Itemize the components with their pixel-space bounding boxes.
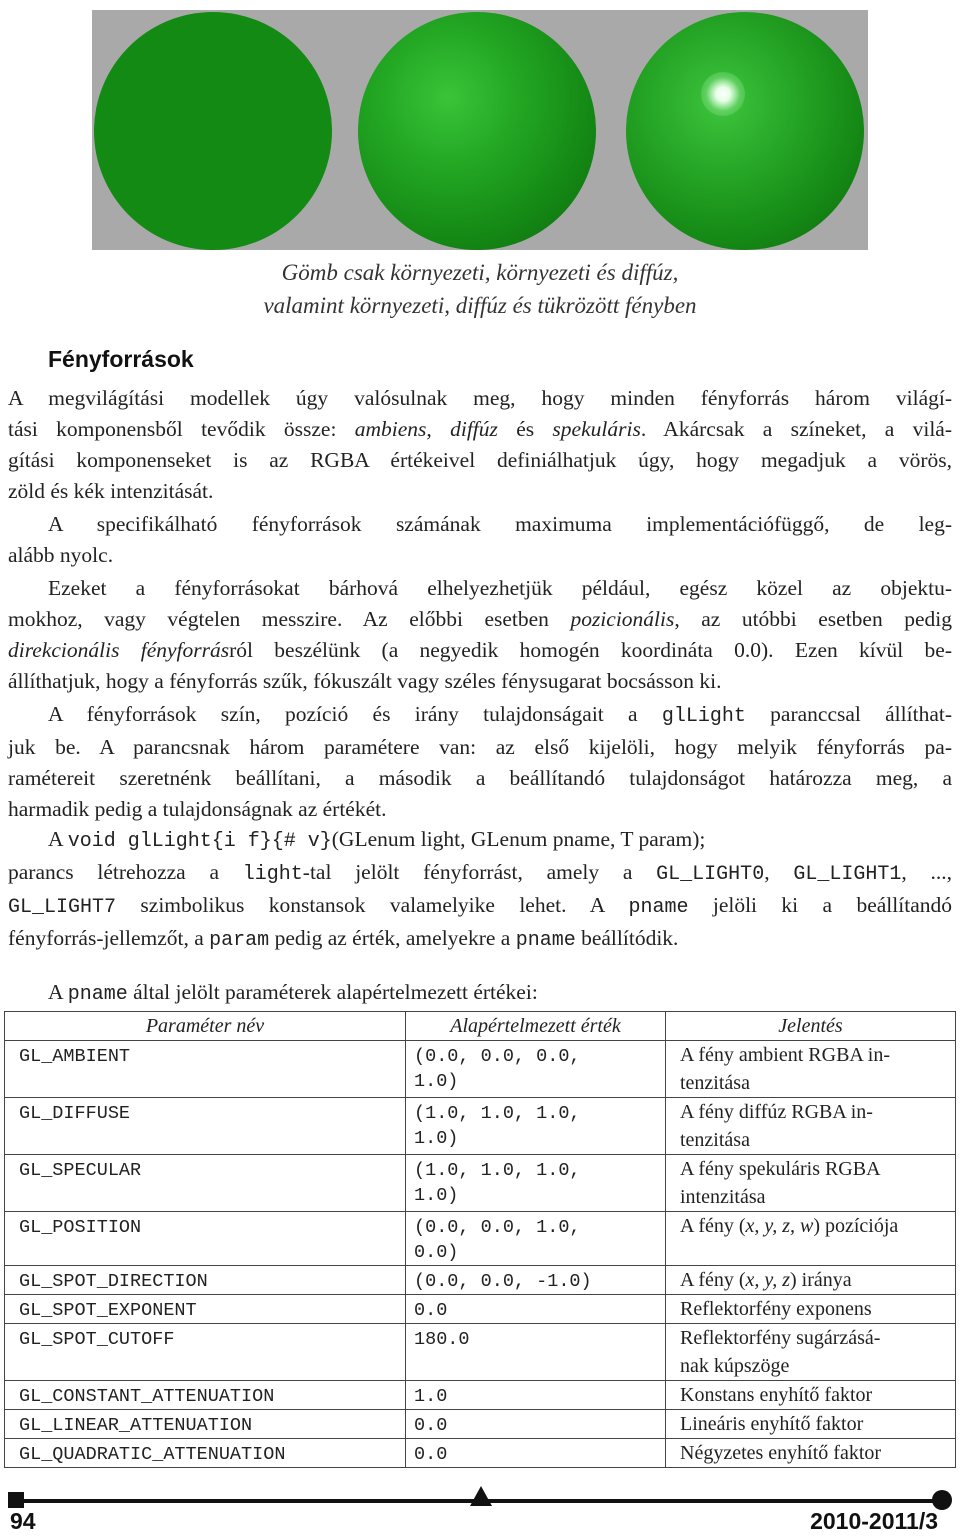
text-line: GL_LIGHT7 szimbolikus konstansok valamelyike lehet. A pname jelöli ki a beállítandó bbox=[8, 893, 952, 919]
specular-highlight bbox=[701, 72, 745, 116]
value-cell: 0.0 bbox=[406, 1295, 666, 1324]
text-line: juk be. A parancsnak három paramétere van: az első kijelöli, hogy melyik fényforrás pa- bbox=[8, 735, 952, 759]
column-header: Paraméter név bbox=[5, 1012, 406, 1041]
text-line: zöld és kék intenzitását. bbox=[8, 479, 214, 503]
param-cell: GL_SPOT_DIRECTION bbox=[5, 1266, 406, 1295]
text-line: A fényforrások szín, pozíció és irány tulajdonságait a glLight paranccsal állíthat- bbox=[48, 702, 953, 728]
column-header: Jelentés bbox=[666, 1012, 956, 1041]
text-line: A megvilágítási modellek úgy valósulnak meg, hogy minden fényforrás három világí- bbox=[8, 386, 952, 410]
text-line: direkcionális fényforrásról beszélünk (a negyedik homogén koordináta 0.0). Ezen kívül be- bbox=[8, 638, 952, 662]
value-cell: 1.0 bbox=[406, 1381, 666, 1410]
meaning-cell: Reflektorfény exponens bbox=[666, 1295, 956, 1324]
text-line: parancs létrehozza a light-tal jelölt fényforrást, amely a GL_LIGHT0, GL_LIGHT1, ..., bbox=[8, 860, 953, 886]
value-cell: (1.0, 1.0, 1.0, 1.0) bbox=[406, 1098, 666, 1155]
table-row bbox=[5, 1295, 956, 1324]
sphere-ambient bbox=[94, 12, 332, 250]
paragraph bbox=[8, 699, 952, 825]
value-cell: (1.0, 1.0, 1.0, 1.0) bbox=[406, 1155, 666, 1212]
text-line: állíthatjuk, hogy a fényforrás szűk, fókuszált vagy széles fénysugarat bocsásson ki. bbox=[8, 669, 722, 693]
text-line: tási komponensből tevődik össze: ambiens, diffúz és spekuláris. Akárcsak a színeket, a vilá- bbox=[8, 417, 953, 441]
paragraph bbox=[8, 383, 952, 507]
param-cell: GL_QUADRATIC_ATTENUATION bbox=[5, 1439, 406, 1468]
section-title: Fényforrások bbox=[48, 346, 194, 372]
table-intro: A pname által jelölt paraméterek alapértelmezett értékei: bbox=[48, 980, 538, 1006]
meaning-cell: Lineáris enyhítő faktor bbox=[666, 1410, 956, 1439]
value-cell: (0.0, 0.0, -1.0) bbox=[406, 1266, 666, 1295]
meaning-cell: A fény (x, y, z, w) pozíciója bbox=[666, 1212, 956, 1266]
text-line: A void glLight{i f}{# v}(GLenum light, GLenum pname, T param); bbox=[48, 827, 706, 853]
caption-line: valamint környezeti, diffúz és tükrözött fényben bbox=[263, 293, 697, 318]
issue-number: 2010-2011/3 bbox=[810, 1508, 938, 1534]
paragraph bbox=[8, 824, 952, 956]
sphere-ambient-diffuse-specular bbox=[626, 12, 864, 250]
param-cell: GL_LINEAR_ATTENUATION bbox=[5, 1410, 406, 1439]
figure-caption bbox=[0, 256, 960, 322]
meaning-cell: A fény diffúz RGBA in- tenzitása bbox=[666, 1098, 956, 1155]
table-header-row bbox=[5, 1012, 956, 1041]
value-cell: 0.0 bbox=[406, 1410, 666, 1439]
table-row bbox=[5, 1439, 956, 1468]
param-cell: GL_SPOT_EXPONENT bbox=[5, 1295, 406, 1324]
table-row bbox=[5, 1098, 956, 1155]
param-cell: GL_CONSTANT_ATTENUATION bbox=[5, 1381, 406, 1410]
text-line: A specifikálható fényforrások számának maximuma implementációfüggő, de leg- bbox=[48, 512, 952, 536]
meaning-cell: A fény (x, y, z) iránya bbox=[666, 1266, 956, 1295]
param-cell: GL_SPOT_CUTOFF bbox=[5, 1324, 406, 1381]
meaning-cell: A fény ambient RGBA in- tenzitása bbox=[666, 1041, 956, 1098]
value-cell: (0.0, 0.0, 1.0, 0.0) bbox=[406, 1212, 666, 1266]
triangle-marker-icon bbox=[470, 1486, 492, 1506]
circle-marker-icon bbox=[932, 1490, 952, 1510]
value-cell: 0.0 bbox=[406, 1439, 666, 1468]
param-cell: GL_DIFFUSE bbox=[5, 1098, 406, 1155]
square-marker-icon bbox=[8, 1492, 24, 1508]
table-row bbox=[5, 1155, 956, 1212]
meaning-cell: Konstans enyhítő faktor bbox=[666, 1381, 956, 1410]
text-line: ramétereit szeretnénk beállítani, a második a beállítandó tulajdonságot határozza meg, a bbox=[8, 766, 952, 790]
value-cell: 180.0 bbox=[406, 1324, 666, 1381]
caption-line: Gömb csak környezeti, környezeti és diffúz, bbox=[281, 260, 679, 285]
sphere-ambient-diffuse bbox=[358, 12, 596, 250]
meaning-cell: Reflektorfény sugárzásá- nak kúpszöge bbox=[666, 1324, 956, 1381]
sphere-figure bbox=[92, 10, 868, 250]
parameter-table bbox=[4, 1011, 956, 1468]
text-line: Ezeket a fényforrásokat bárhová elhelyezhetjük például, egész közel az objektu- bbox=[48, 576, 952, 600]
table-row bbox=[5, 1266, 956, 1295]
meaning-cell: Négyzetes enyhítő faktor bbox=[666, 1439, 956, 1468]
paragraph bbox=[8, 509, 952, 571]
table-row bbox=[5, 1381, 956, 1410]
table-row bbox=[5, 1212, 956, 1266]
param-cell: GL_AMBIENT bbox=[5, 1041, 406, 1098]
text-line: mokhoz, vagy végtelen messzire. Az előbbi esetben pozicionális, az utóbbi esetben pedig bbox=[8, 607, 952, 631]
column-header: Alapértelmezett érték bbox=[406, 1012, 666, 1041]
text-line: harmadik pedig a tulajdonságnak az értékét. bbox=[8, 797, 387, 821]
param-cell: GL_POSITION bbox=[5, 1212, 406, 1266]
table-row bbox=[5, 1410, 956, 1439]
table-row bbox=[5, 1041, 956, 1098]
table-row bbox=[5, 1324, 956, 1381]
text-line: alább nyolc. bbox=[8, 543, 114, 567]
value-cell: (0.0, 0.0, 0.0, 1.0) bbox=[406, 1041, 666, 1098]
meaning-cell: A fény spekuláris RGBA intenzitása bbox=[666, 1155, 956, 1212]
text-line: fényforrás-jellemzőt, a param pedig az érték, amelyekre a pname beállítódik. bbox=[8, 926, 679, 952]
param-cell: GL_SPECULAR bbox=[5, 1155, 406, 1212]
page-footer bbox=[0, 1486, 960, 1537]
page-number: 94 bbox=[10, 1508, 36, 1534]
text-line: gítási komponenseket is az RGBA értékeivel definiálhatjuk úgy, hogy megadjuk a vörös, bbox=[8, 448, 952, 472]
paragraph bbox=[8, 573, 952, 697]
